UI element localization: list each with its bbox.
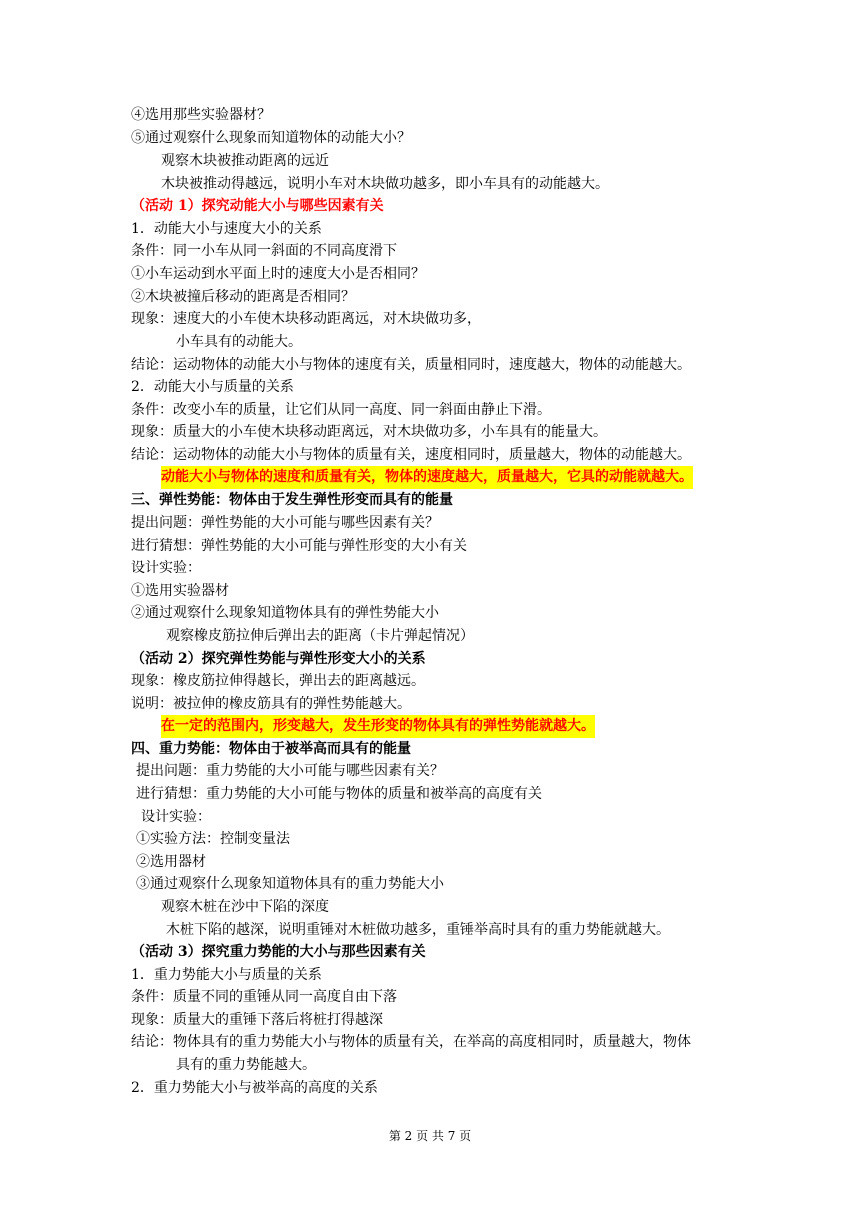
text-line: 设计实验： bbox=[131, 560, 201, 576]
text-line: 观察木块被推动距离的远近 bbox=[161, 153, 329, 169]
text-line: ②木块被撞后移动的距离是否相同？ bbox=[131, 289, 355, 305]
text-line: 提出问题：重力势能的大小可能与哪些因素有关？ bbox=[136, 763, 444, 779]
text-line: 现象：速度大的小车使木块移动距离远，对木块做功多， bbox=[131, 311, 481, 327]
text-line: ②通过观察什么现象知道物体具有的弹性势能大小 bbox=[131, 605, 439, 621]
text-line: 设计实验： bbox=[141, 809, 211, 825]
text-line: ⑤通过观察什么现象而知道物体的动能大小？ bbox=[131, 130, 411, 146]
text-line: ①实验方法：控制变量法 bbox=[136, 831, 290, 847]
text-line: 条件：同一小车从同一斜面的不同高度滑下 bbox=[131, 243, 397, 259]
page-footer: 第 2 页 共 7 页 bbox=[388, 1129, 472, 1143]
text-line: 1．动能大小与速度大小的关系 bbox=[131, 221, 322, 237]
text-line: ①选用实验器材 bbox=[131, 583, 229, 599]
text-line: ④选用那些实验器材？ bbox=[131, 107, 271, 123]
text-line: 说明：被拉伸的橡皮筋具有的弹性势能越大。 bbox=[131, 696, 411, 712]
section-heading-elastic: 三、弹性势能：物体由于发生弹性形变而具有的能量 bbox=[131, 492, 453, 508]
text-line: 木块被推动得越远，说明小车对木块做功越多，即小车具有的动能越大。 bbox=[161, 176, 609, 192]
text-line: 进行猜想：弹性势能的大小可能与弹性形变的大小有关 bbox=[131, 538, 467, 554]
text-line: 2．动能大小与质量的关系 bbox=[131, 379, 294, 395]
text-line: ②选用器材 bbox=[136, 854, 206, 870]
text-line: 现象：质量大的小车使木块移动距离远，对木块做功多，小车具有的能量大。 bbox=[131, 424, 607, 440]
activity-heading-1: （活动 1）探究动能大小与哪些因素有关 bbox=[131, 198, 384, 214]
text-line: 小车具有的动能大。 bbox=[176, 334, 302, 350]
text-line: 木桩下陷的越深，说明重锤对木桩做功越多，重锤举高时具有的重力势能就越大。 bbox=[166, 922, 670, 938]
text-line: 进行猜想：重力势能的大小可能与物体的质量和被举高的高度有关 bbox=[136, 786, 542, 802]
text-line: 条件：改变小车的质量，让它们从同一高度、同一斜面由静止下滑。 bbox=[131, 402, 551, 418]
activity-heading-2: （活动 2）探究弹性势能与弹性形变大小的关系 bbox=[131, 651, 426, 667]
text-line: 具有的重力势能越大。 bbox=[176, 1057, 316, 1073]
activity-heading-3: （活动 3）探究重力势能的大小与那些因素有关 bbox=[131, 944, 426, 960]
text-line: 观察橡皮筋拉伸后弹出去的距离（卡片弹起情况） bbox=[166, 628, 474, 644]
text-line: 结论：运动物体的动能大小与物体的质量有关，速度相同时，质量越大，物体的动能越大。 bbox=[131, 447, 691, 463]
highlighted-conclusion: 在一定的范围内，形变越大，发生形变的物体具有的弹性势能就越大。 bbox=[161, 715, 595, 738]
text-line: 结论：物体具有的重力势能大小与物体的质量有关，在举高的高度相同时，质量越大，物体 bbox=[131, 1034, 691, 1050]
text-line: 1．重力势能大小与质量的关系 bbox=[131, 967, 322, 983]
text-line: 结论：运动物体的动能大小与物体的速度有关，质量相同时，速度越大，物体的动能越大。 bbox=[131, 357, 691, 373]
section-heading-gravity: 四、重力势能：物体由于被举高而具有的能量 bbox=[131, 741, 411, 757]
text-line: 条件：质量不同的重锤从同一高度自由下落 bbox=[131, 989, 397, 1005]
text-line: 2．重力势能大小与被举高的高度的关系 bbox=[131, 1080, 378, 1096]
text-line: ①小车运动到水平面上时的速度大小是否相同？ bbox=[131, 266, 425, 282]
text-line: 现象：质量大的重锤下落后将桩打得越深 bbox=[131, 1012, 383, 1028]
highlighted-conclusion: 动能大小与物体的速度和质量有关，物体的速度越大，质量越大，它具的动能就越大。 bbox=[161, 466, 693, 489]
text-line: 观察木桩在沙中下陷的深度 bbox=[161, 899, 329, 915]
text-line: 提出问题：弹性势能的大小可能与哪些因素有关？ bbox=[131, 515, 439, 531]
text-line: ③通过观察什么现象知道物体具有的重力势能大小 bbox=[136, 876, 444, 892]
text-line: 现象：橡皮筋拉伸得越长，弹出去的距离越远。 bbox=[131, 673, 425, 689]
